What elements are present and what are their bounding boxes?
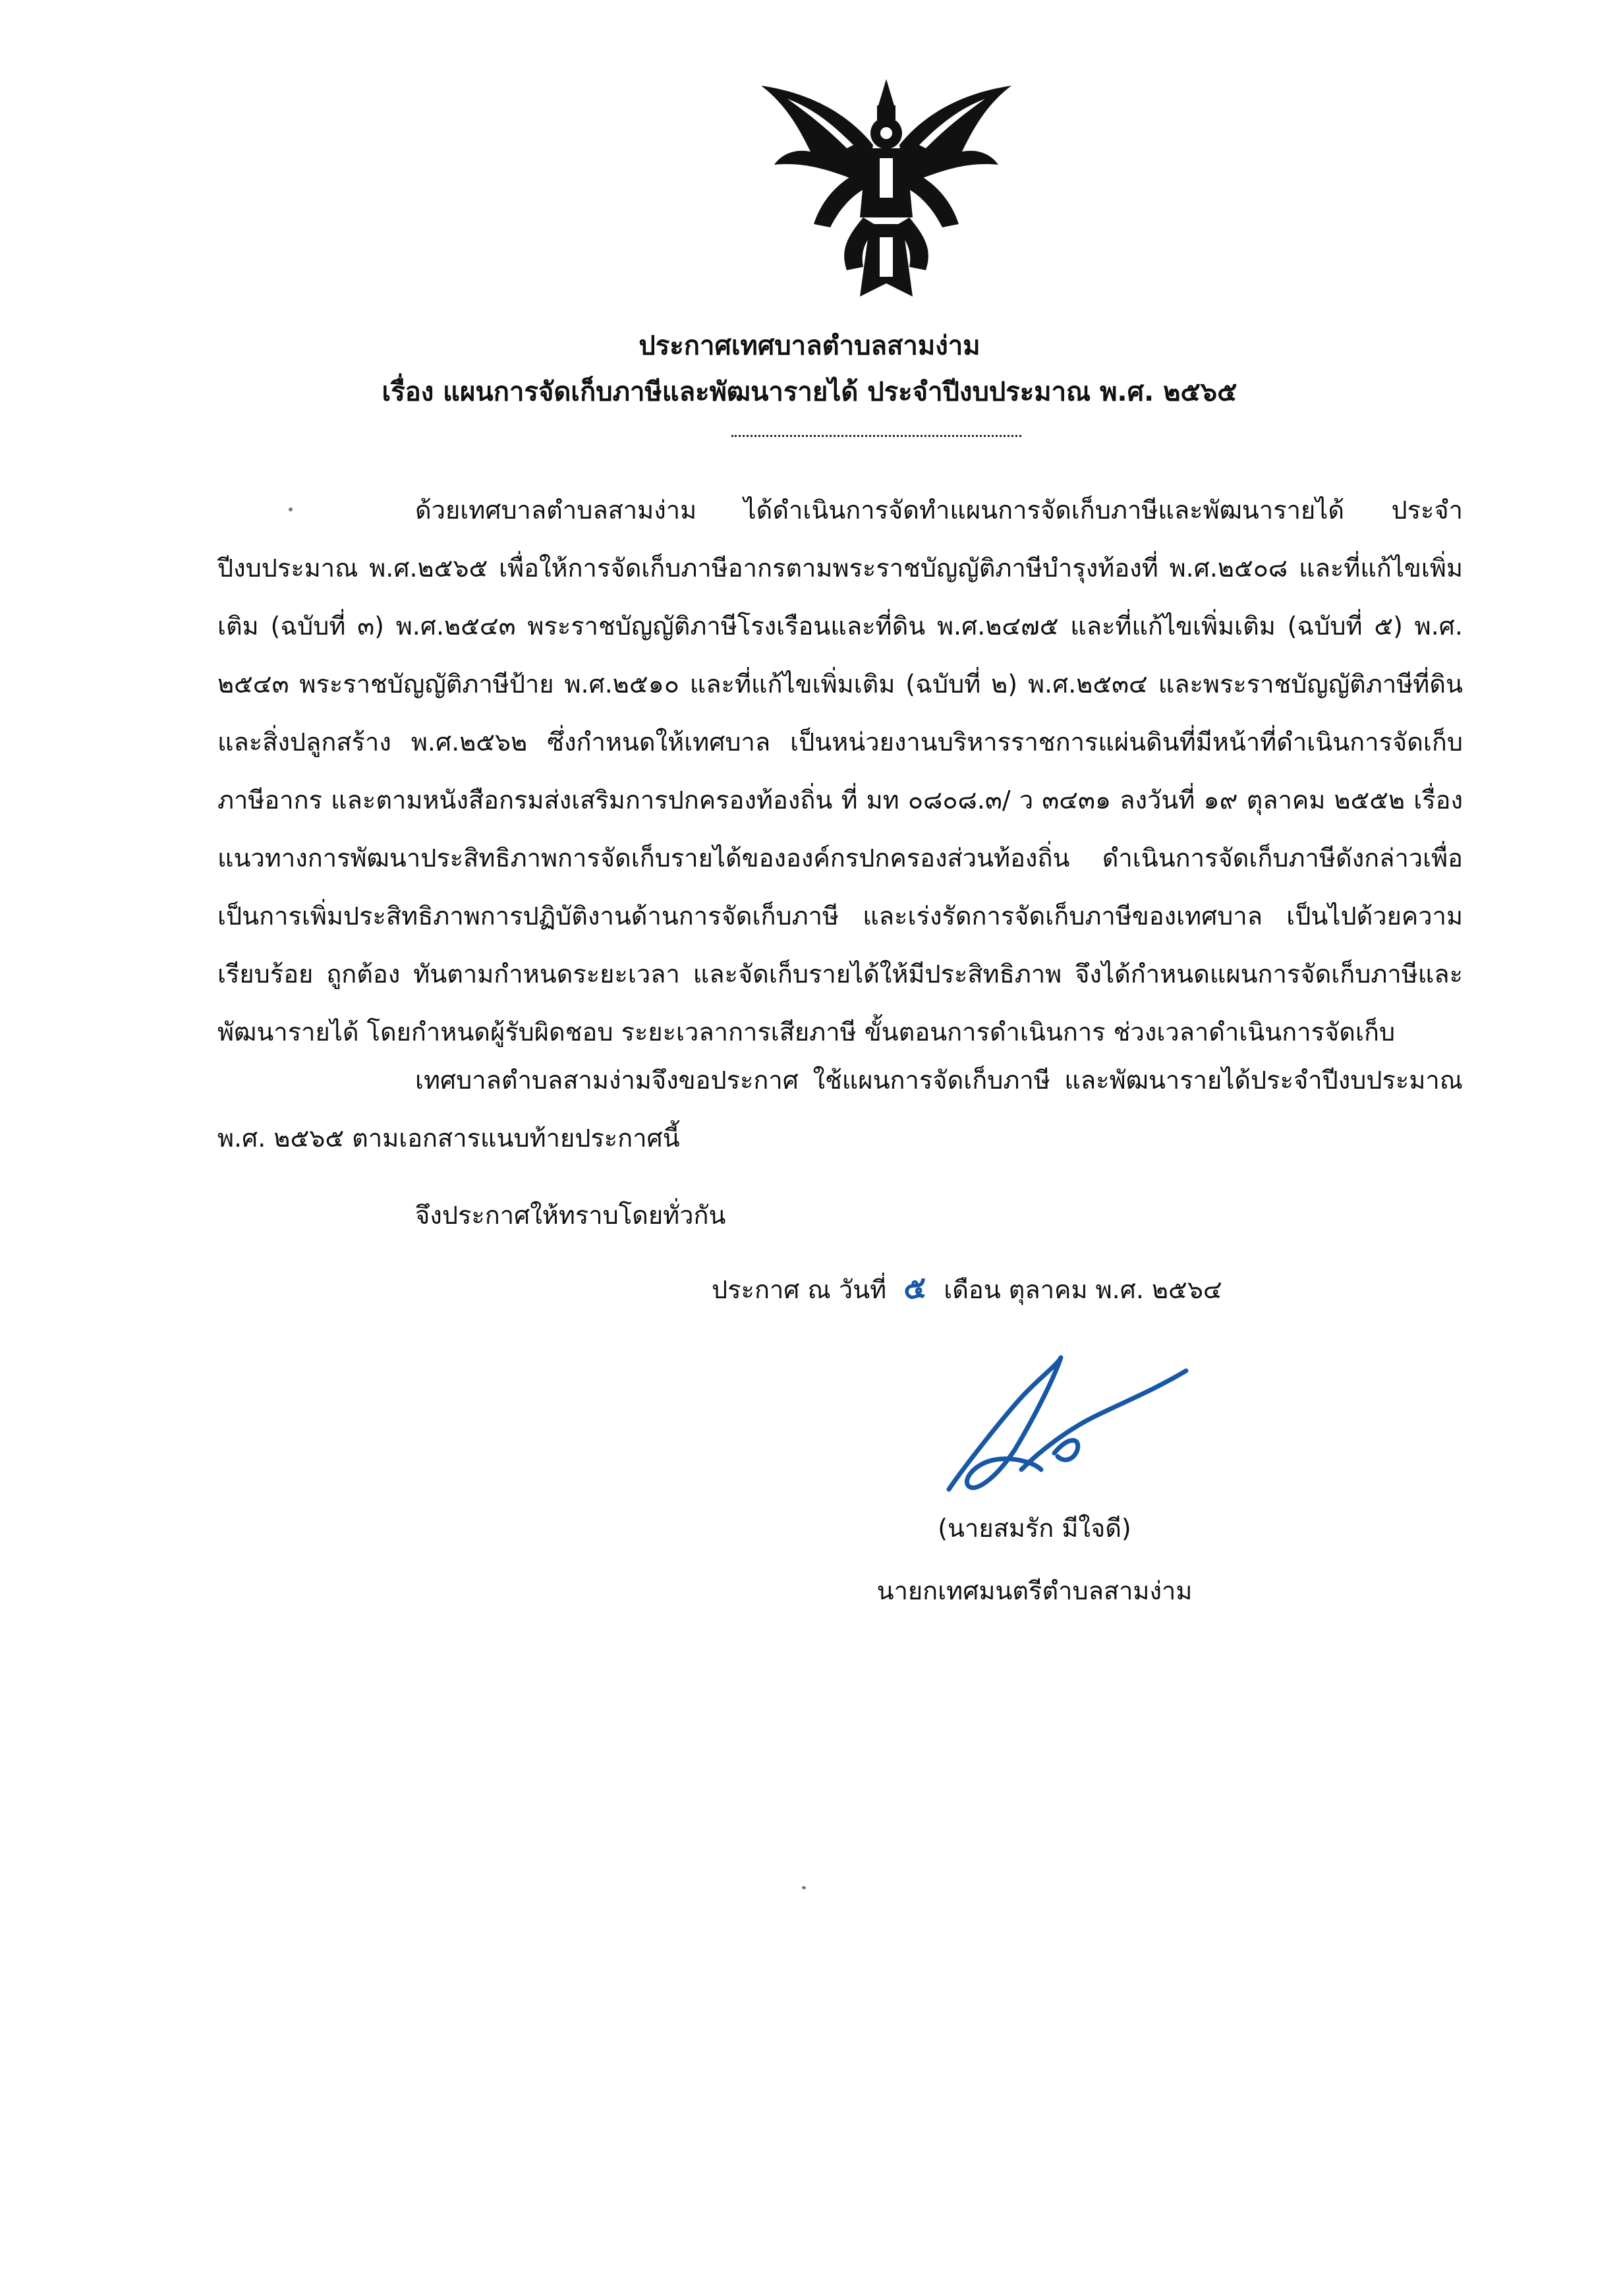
document-title: ประกาศเทศบาลตำบลสามง่าม bbox=[639, 331, 980, 361]
signer-position: นายกเทศมนตรีตำบลสามง่าม bbox=[876, 1576, 1193, 1605]
document-subject: เรื่อง แผนการจัดเก็บภาษีและพัฒนารายได้ ประจำปีงบประมาณ พ.ศ. ๒๕๖๕ bbox=[382, 377, 1237, 407]
announcement-prefix: ประกาศ ณ วันที่ bbox=[712, 1275, 887, 1304]
body-paragraph-2: เทศบาลตำบลสามง่ามจึงขอประกาศ ใช้แผนการจัดเก็บภาษี และพัฒนารายได้ประจำปีงบประมาณ พ.ศ. ๒๕๖๕ ตามเอกสารแนบท้ายประกาศนี้ bbox=[217, 1066, 1463, 1153]
announcement-day: ๕ bbox=[902, 1269, 928, 1307]
scan-speck bbox=[289, 507, 293, 511]
dotted-divider bbox=[731, 435, 1021, 437]
announcement-suffix: เดือน ตุลาคม พ.ศ. ๒๕๖๔ bbox=[944, 1275, 1222, 1304]
signer-name: (นายสมรัก มีใจดี) bbox=[938, 1514, 1131, 1543]
closing-line: จึงประกาศให้ทราบโดยทั่วกัน bbox=[415, 1201, 726, 1230]
garuda-emblem-icon bbox=[748, 72, 1025, 310]
handwritten-signature-icon bbox=[923, 1338, 1199, 1509]
body-paragraph-1: ด้วยเทศบาลตำบลสามง่าม ได้ดำเนินการจัดทำแผนการจัดเก็บภาษีและพัฒนารายได้ ประจำปีงบประมาณ พ.ศ.๒๕๖๕ เพื่อให้การจัดเก็บภาษีอากรตามพระราชบัญญัติภาษีบำรุงท้องที่ พ.ศ.๒๕๐๘ และที่แก้ไขเพิ่มเติม (ฉบับที่ ๓) พ.ศ.๒๕๔๓ พระราชบัญญัติภาษีโรงเรือนและที่ดิน พ.ศ.๒๔๗๕ และที่แก้ไขเพิ่มเติม (ฉบับที่ ๕) พ.ศ. ๒๕๔๓ พระราชบัญญัติภาษีป้าย พ.ศ.๒๕๑๐ และที่แก้ไขเพิ่มเติม (ฉบับที่ ๒) พ.ศ.๒๕๓๔ และพระราชบัญญัติภาษีที่ดินและสิ่งปลูกสร้าง พ.ศ.๒๕๖๒ ซึ่งกำหนดให้เทศบาล เป็นหน่วยงานบริหารราชการแผ่นดินที่มีหน้าที่ดำเนินการจัดเก็บภาษีอากร และตามหนังสือกรมส่งเสริมการปกครองท้องถิ่น ที่ มท ๐๘๐๘.๓/ ว ๓๔๓๑ ลงวันที่ ๑๙ ตุลาคม ๒๕๕๒ เรื่อง แนวทางการพัฒนาประสิทธิภาพการจัดเก็บรายได้ขององค์กรปกครองส่วนท้องถิ่น ดำเนินการจัดเก็บภาษีดังกล่าวเพื่อเป็นการเพิ่มประสิทธิภาพการปฏิบัติงานด้านการจัดเก็บภาษี และเร่งรัดการจัดเก็บภาษีของเทศบาล เป็นไปด้วยความเรียบร้อย ถูกต้อง ทันตามกำหนดระยะเวลา และจัดเก็บรายได้ให้มีประสิทธิภาพ จึงได้กำหนดแผนการจัดเก็บภาษีและพัฒนารายได้ โดยกำหนดผู้รับผิดชอบ ระยะเวลาการเสียภาษี ขั้นตอนการดำเนินการ ช่วงเวลาดำเนินการจัดเก็บ bbox=[217, 496, 1463, 1047]
announcement-date bbox=[712, 1259, 1222, 1319]
scan-speck bbox=[802, 1886, 806, 1889]
